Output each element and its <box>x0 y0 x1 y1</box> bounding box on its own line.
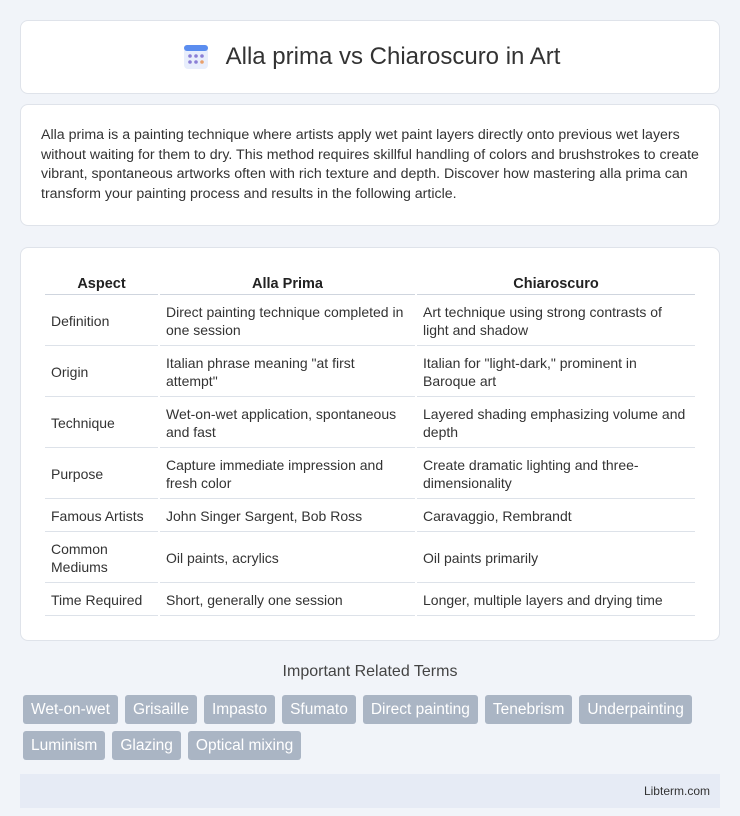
tag-impasto[interactable]: Impasto <box>204 695 275 724</box>
table-row <box>45 348 695 397</box>
table-cell-chiaroscuro: Layered shading emphasizing volume and depth <box>417 399 695 448</box>
tag-direct-painting[interactable]: Direct painting <box>363 695 478 724</box>
table-cell-chiaroscuro: Longer, multiple layers and drying time <box>417 585 695 616</box>
table-cell-aspect: Common Mediums <box>45 534 158 583</box>
comparison-table <box>43 270 697 618</box>
table-cell-aspect: Technique <box>45 399 158 448</box>
table-cell-aspect: Origin <box>45 348 158 397</box>
table-cell-chiaroscuro: Oil paints primarily <box>417 534 695 583</box>
table-row <box>45 501 695 532</box>
footer <box>20 774 720 808</box>
tag-sfumato[interactable]: Sfumato <box>282 695 356 724</box>
table-cell-aspect: Definition <box>45 297 158 346</box>
table-cell-chiaroscuro: Italian for "light-dark," prominent in Baroque art <box>417 348 695 397</box>
related-terms-title: Important Related Terms <box>282 663 458 680</box>
intro-card <box>20 104 720 226</box>
app-grid-icon <box>180 41 212 73</box>
tag-grisaille[interactable]: Grisaille <box>125 695 197 724</box>
table-cell-alla-prima: Wet-on-wet application, spontaneous and fast <box>160 399 415 448</box>
intro-text: Alla prima is a painting technique where artists apply wet paint layers directly onto previous wet layers without waiting for them to dry. This method requires skillful handling of colors and brushstrokes to create vibrant, spontaneous artworks often with rich texture and depth. Discover how mastering alla prima can transform your painting process and results in the following article. <box>41 127 699 202</box>
table-cell-aspect: Purpose <box>45 450 158 499</box>
table-row <box>45 399 695 448</box>
table-row <box>45 534 695 583</box>
table-cell-alla-prima: Oil paints, acrylics <box>160 534 415 583</box>
table-cell-chiaroscuro: Create dramatic lighting and three-dimensionality <box>417 450 695 499</box>
table-cell-alla-prima: Short, generally one session <box>160 585 415 616</box>
tag-glazing[interactable]: Glazing <box>112 731 181 760</box>
table-cell-chiaroscuro: Art technique using strong contrasts of light and shadow <box>417 297 695 346</box>
header-card <box>20 20 720 94</box>
table-cell-alla-prima: John Singer Sargent, Bob Ross <box>160 501 415 532</box>
page-title: Alla prima vs Chiaroscuro in Art <box>225 43 561 70</box>
table-row <box>45 585 695 616</box>
table-row <box>45 450 695 499</box>
table-row <box>45 297 695 346</box>
tag-luminism[interactable]: Luminism <box>23 731 105 760</box>
related-terms-list <box>20 695 720 760</box>
table-cell-alla-prima: Direct painting technique completed in one session <box>160 297 415 346</box>
tag-underpainting[interactable]: Underpainting <box>579 695 692 724</box>
footer-brand-link[interactable]: Libterm.com <box>643 784 710 798</box>
column-header-chiaroscuro: Chiaroscuro <box>417 272 695 295</box>
tag-optical-mixing[interactable]: Optical mixing <box>188 731 301 760</box>
tag-tenebrism[interactable]: Tenebrism <box>485 695 573 724</box>
comparison-card <box>20 247 720 641</box>
column-header-aspect: Aspect <box>45 272 158 295</box>
column-header-alla-prima: Alla Prima <box>160 272 415 295</box>
tag-wet-on-wet[interactable]: Wet-on-wet <box>23 695 118 724</box>
table-cell-aspect: Time Required <box>45 585 158 616</box>
table-cell-alla-prima: Capture immediate impression and fresh color <box>160 450 415 499</box>
table-cell-aspect: Famous Artists <box>45 501 158 532</box>
table-header-row <box>45 272 695 295</box>
table-cell-alla-prima: Italian phrase meaning "at first attempt" <box>160 348 415 397</box>
table-cell-chiaroscuro: Caravaggio, Rembrandt <box>417 501 695 532</box>
